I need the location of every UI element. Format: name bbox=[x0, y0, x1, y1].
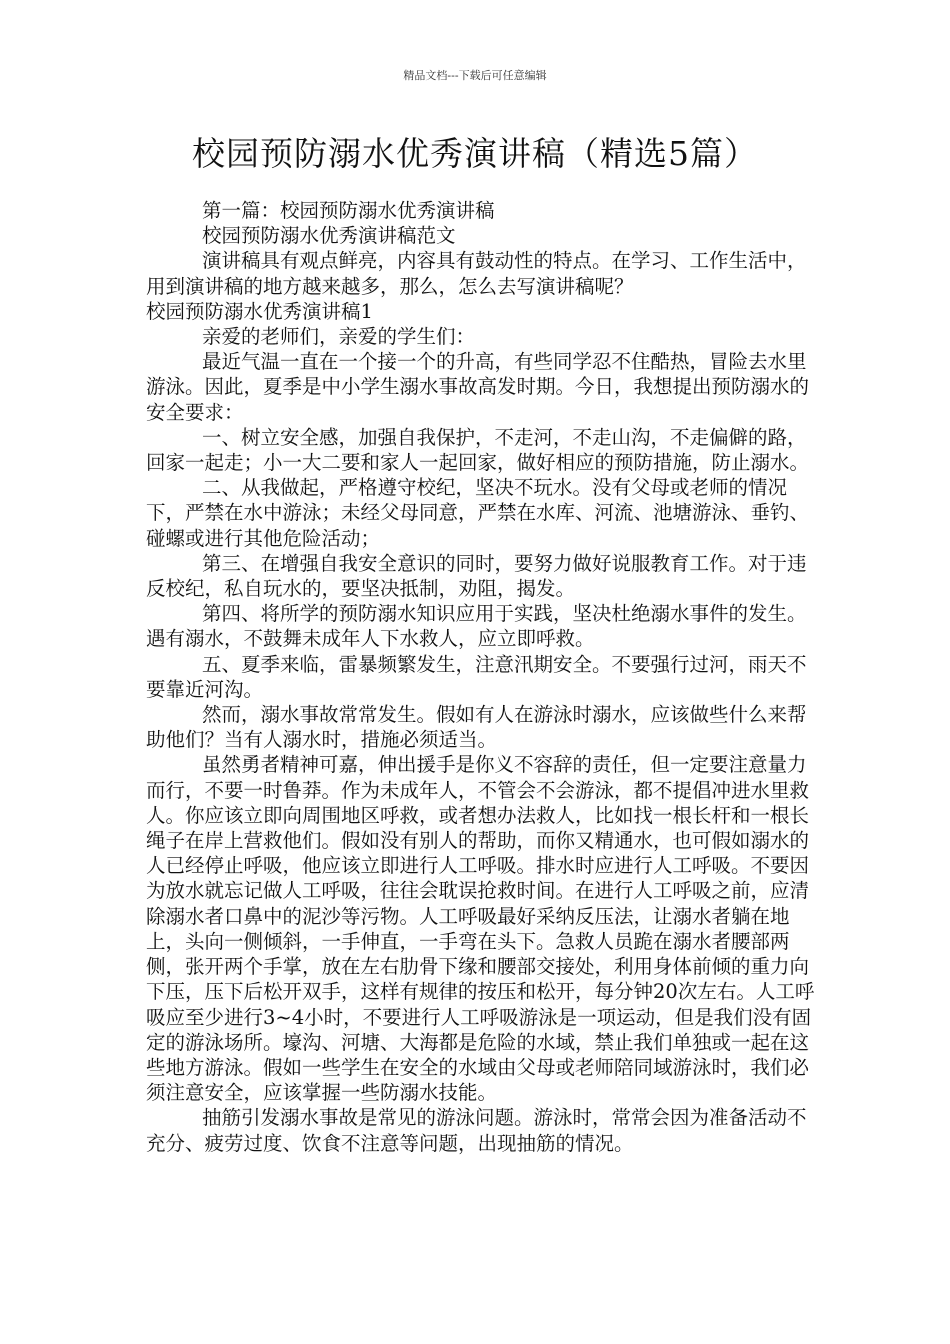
body-paragraph: 虽然勇者精神可嘉，伸出援手是你义不容辞的责任，但一定要注意量力而行，不要一时鲁莽。作为未成年人，不管会不会游泳，都不提倡冲进水里救人。你应该立即向周围地区呼救，或者想办法救人，比如找一根长杆和一根长绳子在岸上营救他们。假如没有别人的帮助，而你又精通水，也可假如溺水的人已经停止呼吸，他应该立即进行人工呼吸。排水时应进行人工呼吸。不要因为放水就忘记做人工呼吸，往往会耽误抢救时间。在进行人工呼吸之前，应清除溺水者口鼻中的泥沙等污物。人工呼吸最好采纳反压法，让溺水者躺在地上，头向一侧倾斜，一手伸直，一手弯在头下。急救人员跪在溺水者腰部两侧，张开两个手掌，放在左右肋骨下缘和腰部交接处，利用身体前倾的重力向下压，压下后松开双手，这样有规律的按压和松开，每分钟20次左右。人工呼吸应至少进行3~4小时，不要进行人工呼吸游泳是一项运动，但是我们没有固定的游泳场所。壕沟、河塘、大海都是危险的水域，禁止我们单独或一起在这些地方游泳。假如一些学生在安全的水域由父母或老师陪同域游泳时，我们必须注意安全，应该掌握一些防溺水技能。 bbox=[146, 753, 815, 1105]
body-paragraph: 二、从我做起，严格遵守校纪，坚决不玩水。没有父母或老师的情况下，严禁在水中游泳；未经父母同意，严禁在水库、河流、池塘游泳、垂钓、碰螺或进行其他危险活动； bbox=[146, 476, 810, 550]
body-paragraph: 校园预防溺水优秀演讲稿范文 bbox=[202, 224, 456, 248]
body-paragraph: 演讲稿具有观点鲜亮，内容具有鼓动性的特点。在学习、工作生活中，用到演讲稿的地方越来越多，那么，怎么去写演讲稿呢？ bbox=[146, 249, 807, 298]
document-body bbox=[146, 198, 824, 1156]
body-paragraph: 最近气温一直在一个接一个的升高，有些同学忍不住酷热，冒险去水里游泳。因此，夏季是中小学生溺水事故高发时期。今日，我想提出预防溺水的安全要求： bbox=[146, 350, 810, 424]
body-paragraph: 一、树立安全感，加强自我保护，不走河，不走山沟，不走偏僻的路，回家一起走；小一大二要和家人一起回家，做好相应的预防措施，防止溺水。 bbox=[146, 425, 810, 475]
body-paragraph: 抽筋引发溺水事故是常见的游泳问题。游泳时，常常会因为准备活动不充分、疲劳过度、饮食不注意等问题，出现抽筋的情况。 bbox=[146, 1106, 807, 1155]
body-paragraph: 第四、将所学的预防溺水知识应用于实践，坚决杜绝溺水事件的发生。遇有溺水，不鼓舞未成年人下水救人，应立即呼救。 bbox=[146, 602, 807, 651]
body-paragraph: 然而，溺水事故常常发生。假如有人在游泳时溺水，应该做些什么来帮助他们？当有人溺水时，措施必须适当。 bbox=[146, 703, 807, 752]
body-paragraph: 第三、在增强自我安全意识的同时，要努力做好说服教育工作。对于违反校纪，私自玩水的，要坚决抵制，劝阻，揭发。 bbox=[146, 551, 807, 601]
page-header-note: 精品文档---下载后可任意编辑 bbox=[403, 69, 547, 82]
body-paragraph: 第一篇：校园预防溺水优秀演讲稿 bbox=[202, 199, 495, 222]
document-title: 校园预防溺水优秀演讲稿（精选5篇） bbox=[192, 134, 758, 173]
body-paragraph: 亲爱的老师们，亲爱的学生们： bbox=[202, 325, 476, 349]
body-paragraph: 校园预防溺水优秀演讲稿1 bbox=[146, 299, 373, 323]
body-paragraph: 五、夏季来临，雷暴频繁发生，注意汛期安全。不要强行过河，雨天不要靠近河沟。 bbox=[146, 652, 807, 701]
